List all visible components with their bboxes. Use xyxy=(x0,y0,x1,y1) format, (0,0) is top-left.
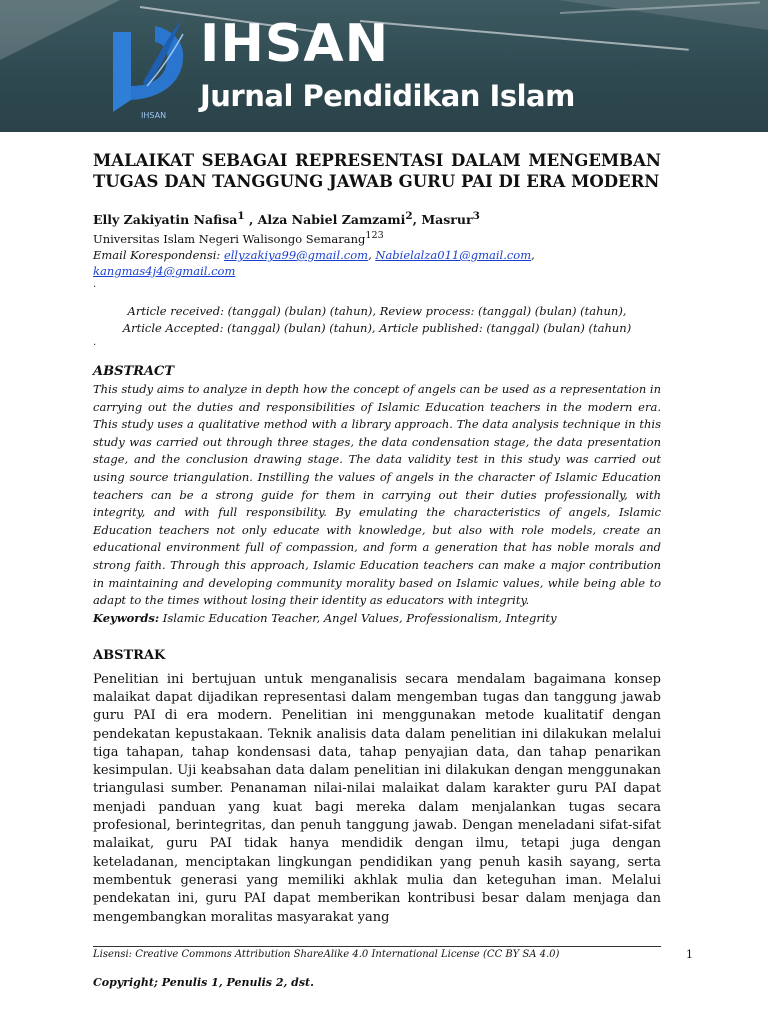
copyright-text: Copyright; Penulis 1, Penulis 2, dst. xyxy=(93,976,314,989)
dates-line-2: Article Accepted: (tanggal) (bulan) (tahun), Article published: (tanggal) (bulan) (tahun) xyxy=(122,320,632,335)
abstract-text: This study aims to analyze in depth how the concept of angels can be used as a representation in carrying out the duties and responsibilities of Islamic Education teachers in the modern era. This study uses a qualitative method with a library approach. The data analysis technique in this study was carried out through three stages, the data condensation stage, the data presentation stage, and the conclusion drawing stage. The data validity test in this study was carried out using source triangulation. Instilling the values of angels in the character of Islamic Education teachers can be a strong guide for them in carrying out their duties professionally, with integrity, and with full responsibility. By emulating the characteristics of angels, Islamic Education teachers not only educate with knowledge, but also with role models, create an educational environment full of compassion, and form a generation that has noble morals and strong faith. Through this approach, Islamic Education teachers can make a major contribution in maintaining and developing community morality based on Islamic values, while being able to adapt to the times without losing their identity as educators with integrity. xyxy=(93,381,661,608)
correspondence-email: Email Korespondensi: ellyzakiya99@gmail.com, Nabielalza011@gmail.com, kangmas4j4@gmail.com xyxy=(93,247,535,278)
dates-line-1: Article received: (tanggal) (bulan) (tahun), Review process: (tanggal) (bulan) (tahun), xyxy=(127,303,627,318)
author-name: Alza Nabiel Zamzami xyxy=(257,212,406,228)
svg-text:IHSAN: IHSAN xyxy=(141,111,167,120)
article-content xyxy=(93,150,661,927)
author-sup: 1 xyxy=(237,210,245,222)
affiliation-sup: 123 xyxy=(365,230,384,242)
affiliation-text: Universitas Islam Negeri Walisongo Semarang xyxy=(93,231,366,246)
stray-dot: . xyxy=(93,336,97,348)
author-list: Elly Zakiyatin Nafisa$^1$ , Alza Nabiel Zamzami$^2$, Masrur$^3$ xyxy=(93,210,480,228)
abstract-heading: ABSTRACT xyxy=(93,363,175,379)
keywords-text: Islamic Education Teacher, Angel Values, Professionalism, Integrity xyxy=(159,610,557,625)
journal-subtitle: Jurnal Pendidikan Islam xyxy=(200,79,575,113)
keywords-line xyxy=(93,610,661,627)
email-link-2[interactable]: Nabielalza011@gmail.com xyxy=(375,247,532,262)
stray-dot: . xyxy=(93,278,97,290)
abstrak-heading: ABSTRAK xyxy=(93,647,166,663)
abstrak-body xyxy=(93,671,661,927)
author-sup: 3 xyxy=(472,210,480,222)
article-dates xyxy=(93,303,661,337)
author-name: Masrur xyxy=(421,212,473,228)
email-link-1[interactable]: ellyzakiya99@gmail.com xyxy=(223,247,369,262)
license-text: Lisensi: Creative Commons Attribution ShareAlike 4.0 International License (CC BY SA 4.0) xyxy=(93,949,560,960)
email-link-3[interactable]: kangmas4j4@gmail.com xyxy=(93,263,236,278)
keywords-label: Keywords: xyxy=(93,610,160,625)
abstrak-text: Penelitian ini bertujuan untuk menganalisis secara mendalam bagaimana konsep malaikat dapat dijadikan representasi dalam mengemban tugas dan tanggung jawab guru PAI di era modern. Penelitian ini menggunakan metode kualitatif dengan pendekatan kepustakaan. Teknik analisis data dalam penelitian ini dilakukan melalui tiga tahapan, tahap kondensasi data, tahap penyajian data, dan tahap penarikan kesimpulan. Uji keabsahan data dalam penelitian ini dilakukan dengan menggunakan triangulasi sumber. Penanaman nilai-nilai malaikat dalam karakter guru PAI dapat menjadi panduan yang kuat bagi mereka dalam menjalankan tugas secara profesional, berintegritas, dan penuh tanggung jawab. Dengan meneladani sifat-sifat malaikat, guru PAI tidak hanya mendidik dengan ilmu, tetapi juga dengan keteladanan, menciptakan lingkungan pendidikan yang penuh kasih sayang, serta membentuk generasi yang memiliki akhlak mulia dan keteguhan iman. Melalui pendekatan ini, guru PAI dapat memberikan kontribusi besar dalam menjaga dan mengembangkan moralitas masyarakat yang xyxy=(93,671,661,925)
journal-banner xyxy=(0,0,768,132)
banner-light-wedge-left xyxy=(0,0,120,60)
author-sup: 2 xyxy=(405,210,413,222)
page-number: 1 xyxy=(686,948,693,961)
email-label: Email Korespondensi: xyxy=(93,247,224,262)
article-title: MALAIKAT SEBAGAI REPRESENTASI DALAM MENGEMBAN TUGAS DAN TANGGUNG JAWAB GURU PAI DI ERA MODERN xyxy=(93,151,661,191)
journal-name: IHSAN xyxy=(200,14,390,74)
journal-logo-icon xyxy=(103,12,193,122)
author-name: Elly Zakiyatin Nafisa xyxy=(93,212,238,228)
author-affiliation xyxy=(93,228,661,247)
footer-divider xyxy=(93,946,661,947)
